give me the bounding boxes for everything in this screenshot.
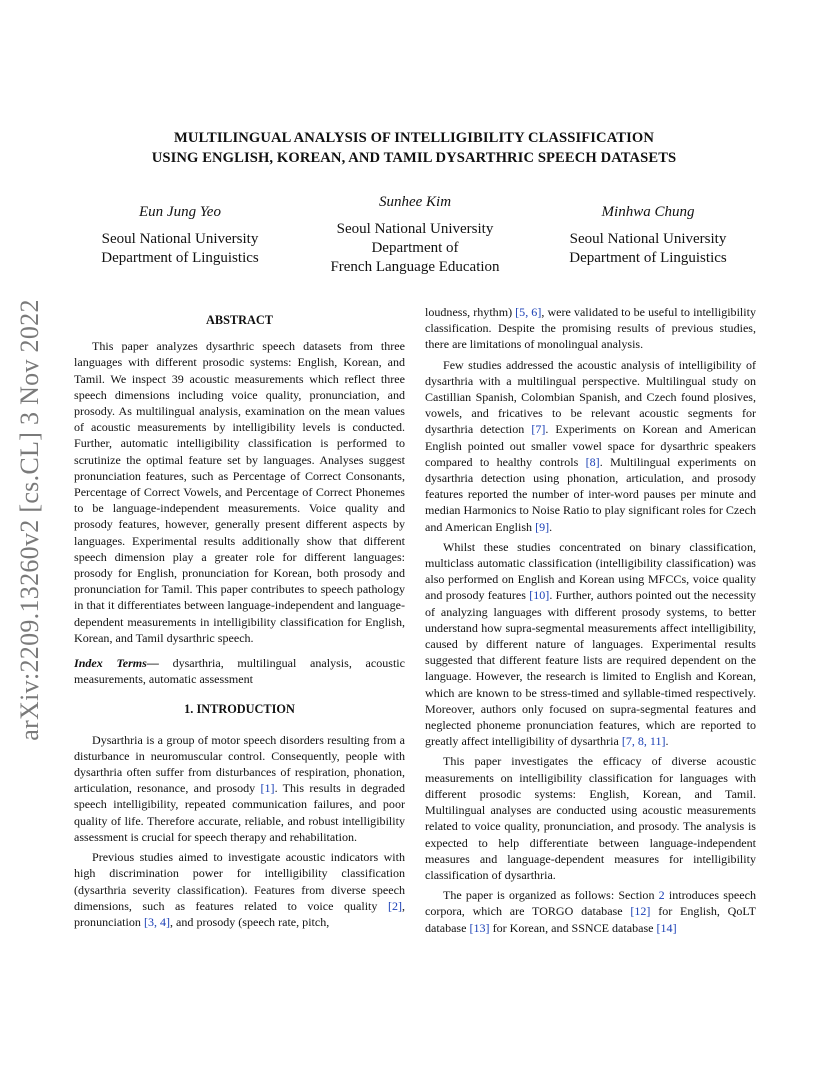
paragraph-text: for English, QoLT database bbox=[425, 904, 756, 935]
paragraph-text: Few studies addressed the acoustic analysis of intelligibility of dysarthria with a multilingual perspective. Multilingual study on Castillian Spanish, Colombian Spanish, and Czech found plosives, vowels, and fricatives to be relevant acoustic segments for dysarthria detection bbox=[425, 357, 756, 437]
body-paragraph bbox=[425, 753, 756, 883]
paragraph-text: , pronunciation bbox=[74, 898, 405, 929]
citation-link[interactable]: [9] bbox=[535, 519, 550, 534]
introduction-body bbox=[74, 732, 405, 930]
author-name: Sunhee Kim bbox=[378, 194, 452, 210]
author-block bbox=[80, 203, 280, 268]
citation-link[interactable]: [10] bbox=[529, 588, 550, 603]
paragraph-text: Whilst these studies concentrated on binary classification, multiclass automatic classification (intelligibility classification) was also performed on English and Korean using MFCCs, voice quality and prosody features bbox=[425, 539, 756, 603]
author-block bbox=[548, 203, 748, 268]
paragraph-text: . bbox=[549, 519, 553, 534]
arxiv-identifier bbox=[10, 290, 50, 750]
author-affiliation: Seoul National University bbox=[101, 231, 259, 247]
author-block bbox=[305, 193, 525, 277]
citation-link[interactable]: [13] bbox=[469, 920, 490, 935]
abstract-heading: ABSTRACT bbox=[206, 313, 273, 327]
author-department: Department of Linguistics bbox=[101, 250, 259, 266]
citation-link[interactable]: [7, 8, 11] bbox=[621, 734, 666, 749]
body-paragraph bbox=[425, 357, 756, 535]
abstract-text: This paper analyzes dysarthric speech datasets from three languages with different prosodic systems: English, Korean, and Tamil. We inspect 39 acoustic measurements which reflect three speech dimensions including voice quality, pronunciation, and prosody. As multilingual analysis, examination on the mean values of acoustic measurements by intelligibility levels is conducted. Further, automatic intelligibility classification is performed to scrutinize the optimal feature set by languages. Analyses suggest pronunciation features, such as Percentage of Correct Consonants, Percentage of Correct Vowels, and Percentage of Correct Phonemes to be language-independent measurements. Voice quality and prosody features, however, generally present different aspects by languages. Experimental results additionally show that different speech dimension play a greater role for different languages: prosody for English, pronunciation for Korean, both prosody and pronunciation for Tamil. This paper contributes to speech pathology in that it differentiates between language-independent and language-dependent measurements in intelligibility classification for English, Korean, and Tamil dysarthric speech. bbox=[74, 339, 405, 645]
body-paragraph bbox=[425, 887, 756, 936]
author-department: Department of Linguistics bbox=[569, 250, 727, 266]
author-department: Department of bbox=[371, 240, 459, 256]
left-column bbox=[74, 312, 405, 930]
paragraph-text: This paper investigates the efficacy of diverse acoustic measurements on intelligibility classification for languages with different prosodic systems: English, Korean, and Tamil. Multilingual analyses are conducted using acoustic measurements related to voice quality, pronunciation, and prosody. The analysis is expected to help differentiate between language-independent measures and language-dependent measures for intelligibility classification of dysarthria. bbox=[425, 754, 756, 882]
citation-link[interactable]: [3, 4] bbox=[143, 914, 171, 929]
paragraph-text: Previous studies aimed to investigate acoustic indicators with high discrimination power for intelligibility classification (dysarthria severity classification). Features from diverse speech dimensions, such as features related to voice quality bbox=[74, 850, 405, 913]
paragraph-text: . Further, authors pointed out the necessity of analyzing languages with different prosody systems, to better understand how supra-segmental measurements affect intelligibility, caused by different nature of languages. Experimental results suggested that different feature lists are required dependent on the language. However, the research is limited to English and Korean, which are known to be stress-timed and syllable-timed respectively. Moreover, authors only focused on supra-segmental features and neglected phoneme pronunciation features, which are reported to greatly affect intelligibility of dysarthria bbox=[425, 588, 756, 749]
paragraph-text: . bbox=[665, 734, 669, 749]
paragraph-text: loudness, rhythm) bbox=[425, 305, 516, 319]
index-terms bbox=[74, 655, 405, 687]
paragraph-text: introduces speech corpora, which are TORGO database bbox=[425, 888, 756, 919]
author-affiliation: Seoul National University bbox=[569, 231, 727, 247]
citation-link[interactable]: [14] bbox=[656, 920, 677, 935]
citation-link[interactable]: [12] bbox=[630, 904, 651, 919]
author-name: Eun Jung Yeo bbox=[139, 204, 221, 220]
title-line: MULTILINGUAL ANALYSIS OF INTELLIGIBILITY CLASSIFICATION bbox=[174, 130, 654, 146]
citation-link[interactable]: [2] bbox=[387, 898, 402, 913]
paragraph-text: . Multilingual experiments on dysarthria detection using phonation, articulation, and prosody features reported the number of inter-word pauses per minute and median Harmonics to Noise Ratio to play significant roles for Czech and American English bbox=[425, 454, 756, 534]
paragraph-text: . Experiments on Korean and American English pointed out smaller vowel space for dysarthric speakers compared to healthy controls bbox=[425, 422, 756, 469]
section-heading-introduction: 1. INTRODUCTION bbox=[184, 702, 295, 717]
paragraph-text: Dysarthria is a group of motor speech disorders resulting from a disturbance in neuromuscular control. Consequently, people with dysarthria often suffer from disturbances of respiration, phonation, articulation, resonance, and prosody bbox=[74, 732, 405, 796]
paragraph-text: , and prosody (speech rate, pitch, bbox=[170, 914, 330, 929]
body-paragraph bbox=[74, 732, 405, 845]
body-paragraph bbox=[74, 849, 405, 930]
body-paragraph bbox=[425, 539, 756, 750]
citation-link[interactable]: [1] bbox=[260, 781, 275, 796]
citation-link[interactable]: [8] bbox=[585, 454, 600, 469]
right-column bbox=[425, 304, 756, 936]
author-department: French Language Education bbox=[330, 259, 500, 275]
citation-link[interactable]: [5, 6] bbox=[515, 305, 542, 319]
paragraph-text: , were validated to be useful to intelligibility classification. Despite the promising results of previous studies, there are limitations of monolingual analysis. bbox=[425, 305, 756, 352]
citation-link[interactable]: 2 bbox=[658, 888, 665, 903]
introduction-body-continued bbox=[425, 304, 756, 936]
body-paragraph bbox=[425, 304, 756, 353]
index-terms-text: dysarthria, multilingual analysis, acoustic measurements, automatic assessment bbox=[74, 656, 406, 687]
arxiv-id-text: arXiv:2209.13260v2 [cs.CL] 3 Nov 2022 bbox=[15, 299, 44, 741]
paragraph-text: . This results in degraded speech intelligibility, repeated communication failures, and poor quality of life. Therefore accurate, reliable, and robust intelligibility assessment is crucial for speech therapy and rehabilitation. bbox=[74, 781, 405, 844]
index-terms-label: Index Terms— bbox=[74, 656, 159, 671]
title-line: USING ENGLISH, KOREAN, AND TAMIL DYSARTHRIC SPEECH DATASETS bbox=[151, 150, 677, 166]
citation-link[interactable]: [7] bbox=[531, 422, 546, 437]
paper-title bbox=[74, 128, 754, 168]
author-affiliation: Seoul National University bbox=[336, 221, 494, 237]
author-name: Minhwa Chung bbox=[601, 204, 695, 220]
paragraph-text: The paper is organized as follows: Section bbox=[443, 888, 659, 903]
paragraph-text: for Korean, and SSNCE database bbox=[489, 920, 657, 935]
